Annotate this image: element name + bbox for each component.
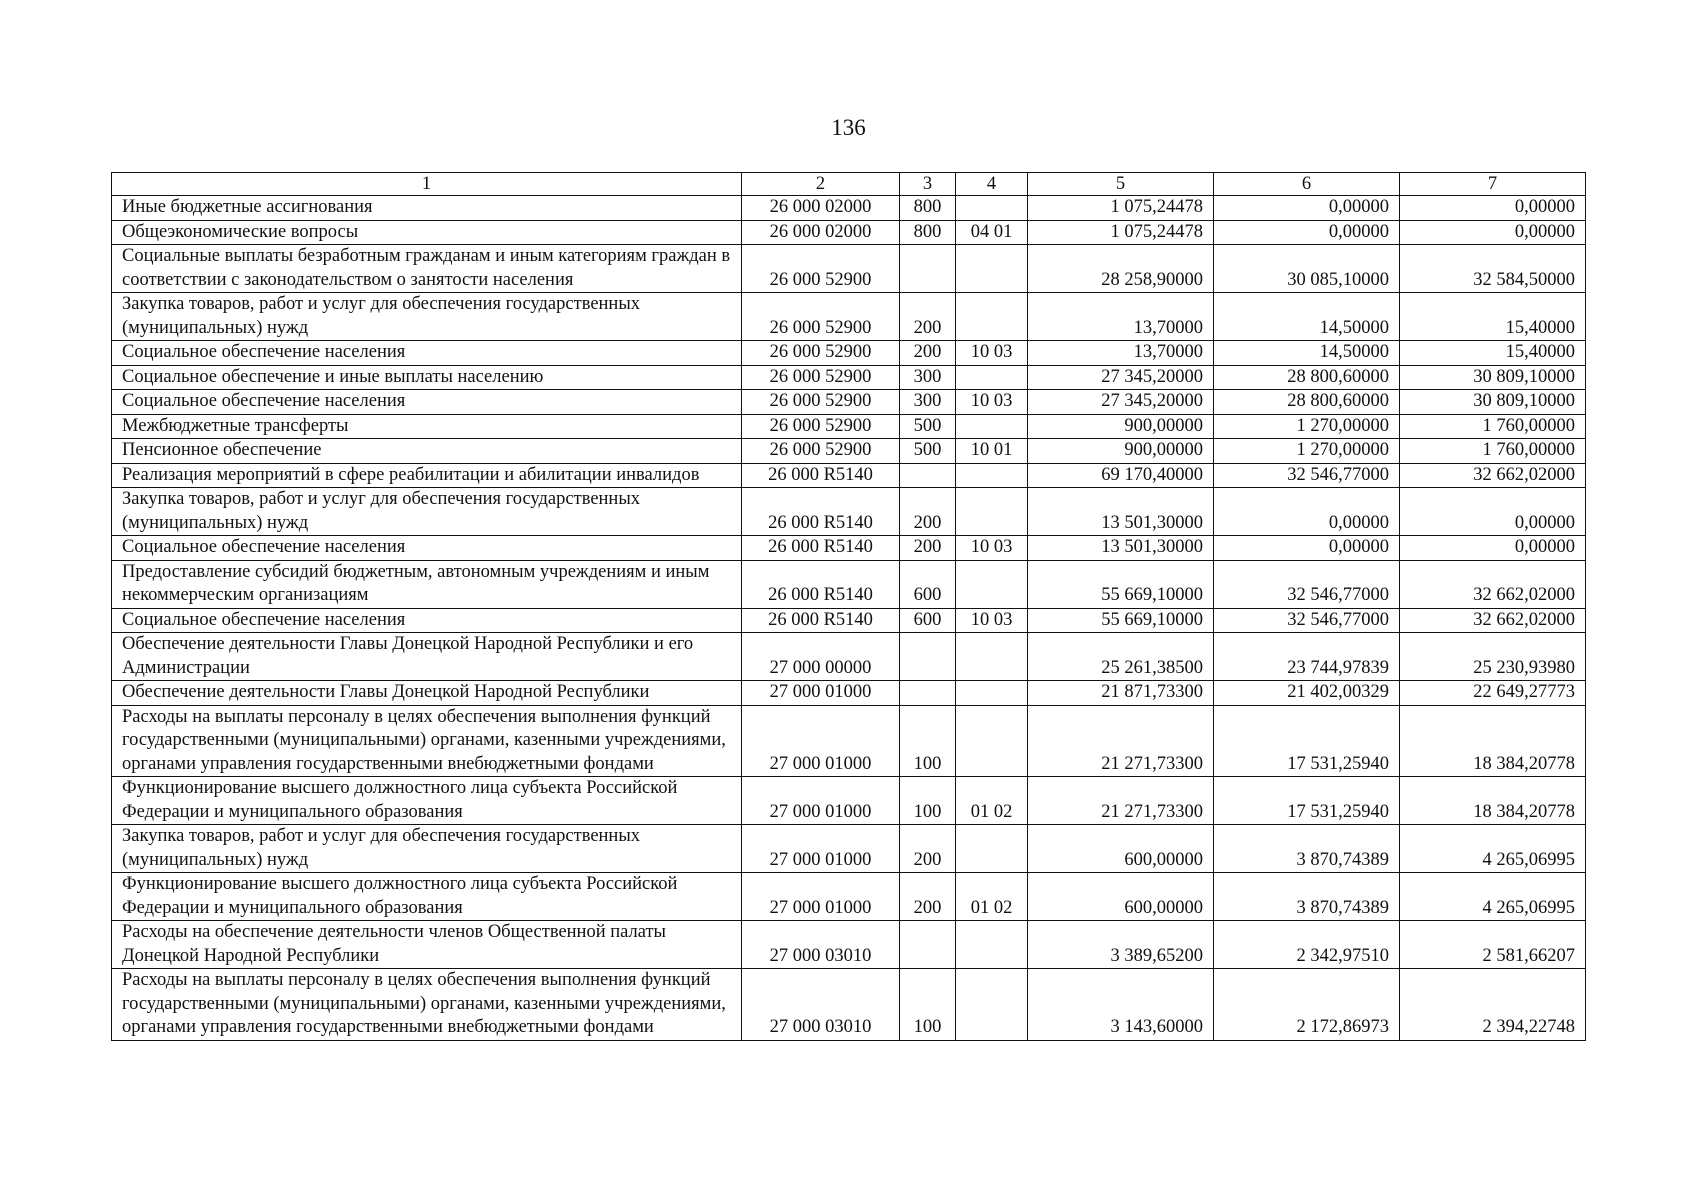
row-name-cell: Общеэкономические вопросы: [112, 220, 742, 245]
column-header: 4: [956, 173, 1028, 196]
row-amount-col5-cell: 27 345,20000: [1028, 390, 1214, 415]
row-amount-col7-cell: 25 230,93980: [1400, 633, 1586, 681]
column-header: 7: [1400, 173, 1586, 196]
row-section-cell: 10 03: [956, 390, 1028, 415]
row-section-cell: 04 01: [956, 220, 1028, 245]
row-section-cell: [956, 633, 1028, 681]
row-amount-col6-cell: 3 870,74389: [1214, 873, 1400, 921]
row-amount-col6-cell: 0,00000: [1214, 196, 1400, 221]
row-amount-col5-cell: 600,00000: [1028, 825, 1214, 873]
row-amount-col6-cell: 32 546,77000: [1214, 463, 1400, 488]
table-row: [112, 293, 1586, 341]
row-code-cell: 26 000 R5140: [742, 608, 900, 633]
row-expense-type-cell: [900, 633, 956, 681]
row-amount-col6-cell: 14,50000: [1214, 293, 1400, 341]
row-expense-type-cell: 600: [900, 560, 956, 608]
column-header: 3: [900, 173, 956, 196]
row-amount-col5-cell: 55 669,10000: [1028, 608, 1214, 633]
row-amount-col6-cell: 28 800,60000: [1214, 390, 1400, 415]
row-amount-col6-cell: 21 402,00329: [1214, 681, 1400, 706]
table-row: [112, 969, 1586, 1041]
row-expense-type-cell: 100: [900, 969, 956, 1041]
budget-table: [111, 172, 1586, 1041]
row-code-cell: 26 000 R5140: [742, 560, 900, 608]
row-amount-col7-cell: 15,40000: [1400, 293, 1586, 341]
row-amount-col5-cell: 13 501,30000: [1028, 488, 1214, 536]
row-amount-col5-cell: 13 501,30000: [1028, 536, 1214, 561]
row-amount-col7-cell: 0,00000: [1400, 220, 1586, 245]
row-code-cell: 26 000 52900: [742, 414, 900, 439]
row-amount-col6-cell: 0,00000: [1214, 536, 1400, 561]
row-amount-col6-cell: 17 531,25940: [1214, 705, 1400, 777]
row-section-cell: [956, 969, 1028, 1041]
row-section-cell: 10 03: [956, 608, 1028, 633]
row-code-cell: 27 000 03010: [742, 969, 900, 1041]
row-amount-col7-cell: 1 760,00000: [1400, 439, 1586, 464]
page-number: 136: [831, 115, 866, 140]
row-section-cell: 01 02: [956, 777, 1028, 825]
row-code-cell: 26 000 52900: [742, 390, 900, 415]
row-expense-type-cell: 200: [900, 873, 956, 921]
row-amount-col6-cell: 32 546,77000: [1214, 608, 1400, 633]
row-code-cell: 26 000 R5140: [742, 536, 900, 561]
row-name-cell: Социальное обеспечение населения: [112, 390, 742, 415]
row-amount-col7-cell: 32 584,50000: [1400, 245, 1586, 293]
row-section-cell: [956, 560, 1028, 608]
row-name-cell: Расходы на обеспечение деятельности членов Общественной палаты Донецкой Народной Республики: [112, 921, 742, 969]
table-row: [112, 921, 1586, 969]
row-code-cell: 26 000 R5140: [742, 463, 900, 488]
row-section-cell: [956, 463, 1028, 488]
row-expense-type-cell: 300: [900, 365, 956, 390]
row-name-cell: Расходы на выплаты персоналу в целях обеспечения выполнения функций государственными (муниципальными) органами, казенными учреждениями, органами управления государственными внебюджетными фондами: [112, 969, 742, 1041]
row-amount-col6-cell: 1 270,00000: [1214, 439, 1400, 464]
row-code-cell: 27 000 01000: [742, 705, 900, 777]
row-amount-col5-cell: 27 345,20000: [1028, 365, 1214, 390]
row-amount-col5-cell: 21 871,73300: [1028, 681, 1214, 706]
row-section-cell: 01 02: [956, 873, 1028, 921]
row-amount-col7-cell: 32 662,02000: [1400, 463, 1586, 488]
table-row: [112, 705, 1586, 777]
table-row: [112, 873, 1586, 921]
row-amount-col7-cell: 2 394,22748: [1400, 969, 1586, 1041]
row-name-cell: Функционирование высшего должностного лица субъекта Российской Федерации и муниципального образования: [112, 873, 742, 921]
table-row: [112, 633, 1586, 681]
row-section-cell: [956, 365, 1028, 390]
row-amount-col7-cell: 0,00000: [1400, 488, 1586, 536]
row-amount-col5-cell: 13,70000: [1028, 293, 1214, 341]
row-amount-col7-cell: 4 265,06995: [1400, 825, 1586, 873]
row-name-cell: Функционирование высшего должностного лица субъекта Российской Федерации и муниципального образования: [112, 777, 742, 825]
table-row: [112, 220, 1586, 245]
row-expense-type-cell: 100: [900, 705, 956, 777]
row-expense-type-cell: [900, 921, 956, 969]
row-name-cell: Закупка товаров, работ и услуг для обеспечения государственных (муниципальных) нужд: [112, 488, 742, 536]
row-expense-type-cell: 800: [900, 196, 956, 221]
row-name-cell: Социальные выплаты безработным гражданам и иным категориям граждан в соответствии с законодательством о занятости населения: [112, 245, 742, 293]
row-name-cell: Реализация мероприятий в сфере реабилитации и абилитации инвалидов: [112, 463, 742, 488]
row-name-cell: Расходы на выплаты персоналу в целях обеспечения выполнения функций государственными (муниципальными) органами, казенными учреждениями, органами управления государственными внебюджетными фондами: [112, 705, 742, 777]
row-amount-col5-cell: 900,00000: [1028, 439, 1214, 464]
row-expense-type-cell: 300: [900, 390, 956, 415]
row-section-cell: [956, 921, 1028, 969]
row-amount-col6-cell: 14,50000: [1214, 341, 1400, 366]
row-amount-col7-cell: 30 809,10000: [1400, 390, 1586, 415]
row-amount-col5-cell: 1 075,24478: [1028, 220, 1214, 245]
row-code-cell: 26 000 R5140: [742, 488, 900, 536]
row-amount-col5-cell: 600,00000: [1028, 873, 1214, 921]
row-amount-col7-cell: 32 662,02000: [1400, 560, 1586, 608]
row-amount-col6-cell: 23 744,97839: [1214, 633, 1400, 681]
row-name-cell: Межбюджетные трансферты: [112, 414, 742, 439]
table-row: [112, 536, 1586, 561]
row-amount-col7-cell: 18 384,20778: [1400, 705, 1586, 777]
row-name-cell: Социальное обеспечение населения: [112, 608, 742, 633]
table-row: [112, 439, 1586, 464]
row-section-cell: [956, 681, 1028, 706]
column-header: 5: [1028, 173, 1214, 196]
row-code-cell: 27 000 01000: [742, 681, 900, 706]
row-amount-col6-cell: 0,00000: [1214, 220, 1400, 245]
row-name-cell: Иные бюджетные ассигнования: [112, 196, 742, 221]
row-amount-col6-cell: 17 531,25940: [1214, 777, 1400, 825]
row-name-cell: Обеспечение деятельности Главы Донецкой Народной Республики и его Администрации: [112, 633, 742, 681]
header-row: [112, 173, 1586, 196]
row-amount-col7-cell: 0,00000: [1400, 536, 1586, 561]
table-row: [112, 777, 1586, 825]
row-code-cell: 26 000 52900: [742, 293, 900, 341]
row-section-cell: 10 01: [956, 439, 1028, 464]
row-amount-col6-cell: 28 800,60000: [1214, 365, 1400, 390]
row-section-cell: [956, 196, 1028, 221]
row-name-cell: Закупка товаров, работ и услуг для обеспечения государственных (муниципальных) нужд: [112, 293, 742, 341]
table-row: [112, 463, 1586, 488]
column-header: 6: [1214, 173, 1400, 196]
row-expense-type-cell: 200: [900, 825, 956, 873]
row-code-cell: 27 000 01000: [742, 873, 900, 921]
row-amount-col5-cell: 21 271,73300: [1028, 777, 1214, 825]
row-section-cell: [956, 488, 1028, 536]
row-section-cell: [956, 825, 1028, 873]
row-expense-type-cell: [900, 463, 956, 488]
row-code-cell: 26 000 02000: [742, 196, 900, 221]
row-amount-col7-cell: 2 581,66207: [1400, 921, 1586, 969]
row-section-cell: [956, 245, 1028, 293]
row-amount-col7-cell: 15,40000: [1400, 341, 1586, 366]
row-name-cell: Предоставление субсидий бюджетным, автономным учреждениям и иным некоммерческим организациям: [112, 560, 742, 608]
row-expense-type-cell: 600: [900, 608, 956, 633]
row-code-cell: 27 000 01000: [742, 777, 900, 825]
row-name-cell: Социальное обеспечение населения: [112, 536, 742, 561]
table-row: [112, 560, 1586, 608]
table-row: [112, 681, 1586, 706]
table-row: [112, 390, 1586, 415]
row-expense-type-cell: 200: [900, 536, 956, 561]
row-amount-col6-cell: 3 870,74389: [1214, 825, 1400, 873]
row-name-cell: Пенсионное обеспечение: [112, 439, 742, 464]
table-row: [112, 245, 1586, 293]
row-amount-col5-cell: 3 389,65200: [1028, 921, 1214, 969]
row-section-cell: [956, 293, 1028, 341]
row-expense-type-cell: 100: [900, 777, 956, 825]
row-name-cell: Социальное обеспечение и иные выплаты населению: [112, 365, 742, 390]
row-amount-col6-cell: 32 546,77000: [1214, 560, 1400, 608]
row-code-cell: 26 000 52900: [742, 439, 900, 464]
row-section-cell: 10 03: [956, 536, 1028, 561]
row-amount-col7-cell: 30 809,10000: [1400, 365, 1586, 390]
column-header: 1: [112, 173, 742, 196]
row-amount-col6-cell: 0,00000: [1214, 488, 1400, 536]
row-section-cell: 10 03: [956, 341, 1028, 366]
table-row: [112, 414, 1586, 439]
row-amount-col6-cell: 2 172,86973: [1214, 969, 1400, 1041]
row-name-cell: Закупка товаров, работ и услуг для обеспечения государственных (муниципальных) нужд: [112, 825, 742, 873]
row-code-cell: 26 000 52900: [742, 365, 900, 390]
table-row: [112, 488, 1586, 536]
table-row: [112, 196, 1586, 221]
row-section-cell: [956, 414, 1028, 439]
row-expense-type-cell: 800: [900, 220, 956, 245]
row-name-cell: Обеспечение деятельности Главы Донецкой Народной Республики: [112, 681, 742, 706]
row-expense-type-cell: 200: [900, 293, 956, 341]
table-row: [112, 825, 1586, 873]
table-row: [112, 608, 1586, 633]
row-code-cell: 26 000 52900: [742, 245, 900, 293]
row-amount-col6-cell: 30 085,10000: [1214, 245, 1400, 293]
row-expense-type-cell: [900, 681, 956, 706]
row-code-cell: 27 000 03010: [742, 921, 900, 969]
row-amount-col5-cell: 13,70000: [1028, 341, 1214, 366]
row-expense-type-cell: 200: [900, 341, 956, 366]
row-section-cell: [956, 705, 1028, 777]
row-amount-col7-cell: 18 384,20778: [1400, 777, 1586, 825]
row-amount-col5-cell: 900,00000: [1028, 414, 1214, 439]
row-amount-col5-cell: 69 170,40000: [1028, 463, 1214, 488]
row-code-cell: 27 000 00000: [742, 633, 900, 681]
row-amount-col5-cell: 1 075,24478: [1028, 196, 1214, 221]
column-header: 2: [742, 173, 900, 196]
row-name-cell: Социальное обеспечение населения: [112, 341, 742, 366]
row-amount-col5-cell: 21 271,73300: [1028, 705, 1214, 777]
row-expense-type-cell: 200: [900, 488, 956, 536]
row-expense-type-cell: 500: [900, 414, 956, 439]
row-amount-col7-cell: 32 662,02000: [1400, 608, 1586, 633]
row-amount-col7-cell: 1 760,00000: [1400, 414, 1586, 439]
row-amount-col5-cell: 55 669,10000: [1028, 560, 1214, 608]
table-row: [112, 341, 1586, 366]
row-amount-col5-cell: 3 143,60000: [1028, 969, 1214, 1041]
row-amount-col5-cell: 25 261,38500: [1028, 633, 1214, 681]
row-amount-col6-cell: 2 342,97510: [1214, 921, 1400, 969]
row-expense-type-cell: [900, 245, 956, 293]
row-code-cell: 26 000 02000: [742, 220, 900, 245]
row-amount-col5-cell: 28 258,90000: [1028, 245, 1214, 293]
row-amount-col6-cell: 1 270,00000: [1214, 414, 1400, 439]
table-row: [112, 365, 1586, 390]
row-amount-col7-cell: 0,00000: [1400, 196, 1586, 221]
row-amount-col7-cell: 4 265,06995: [1400, 873, 1586, 921]
row-expense-type-cell: 500: [900, 439, 956, 464]
row-amount-col7-cell: 22 649,27773: [1400, 681, 1586, 706]
row-code-cell: 26 000 52900: [742, 341, 900, 366]
row-code-cell: 27 000 01000: [742, 825, 900, 873]
